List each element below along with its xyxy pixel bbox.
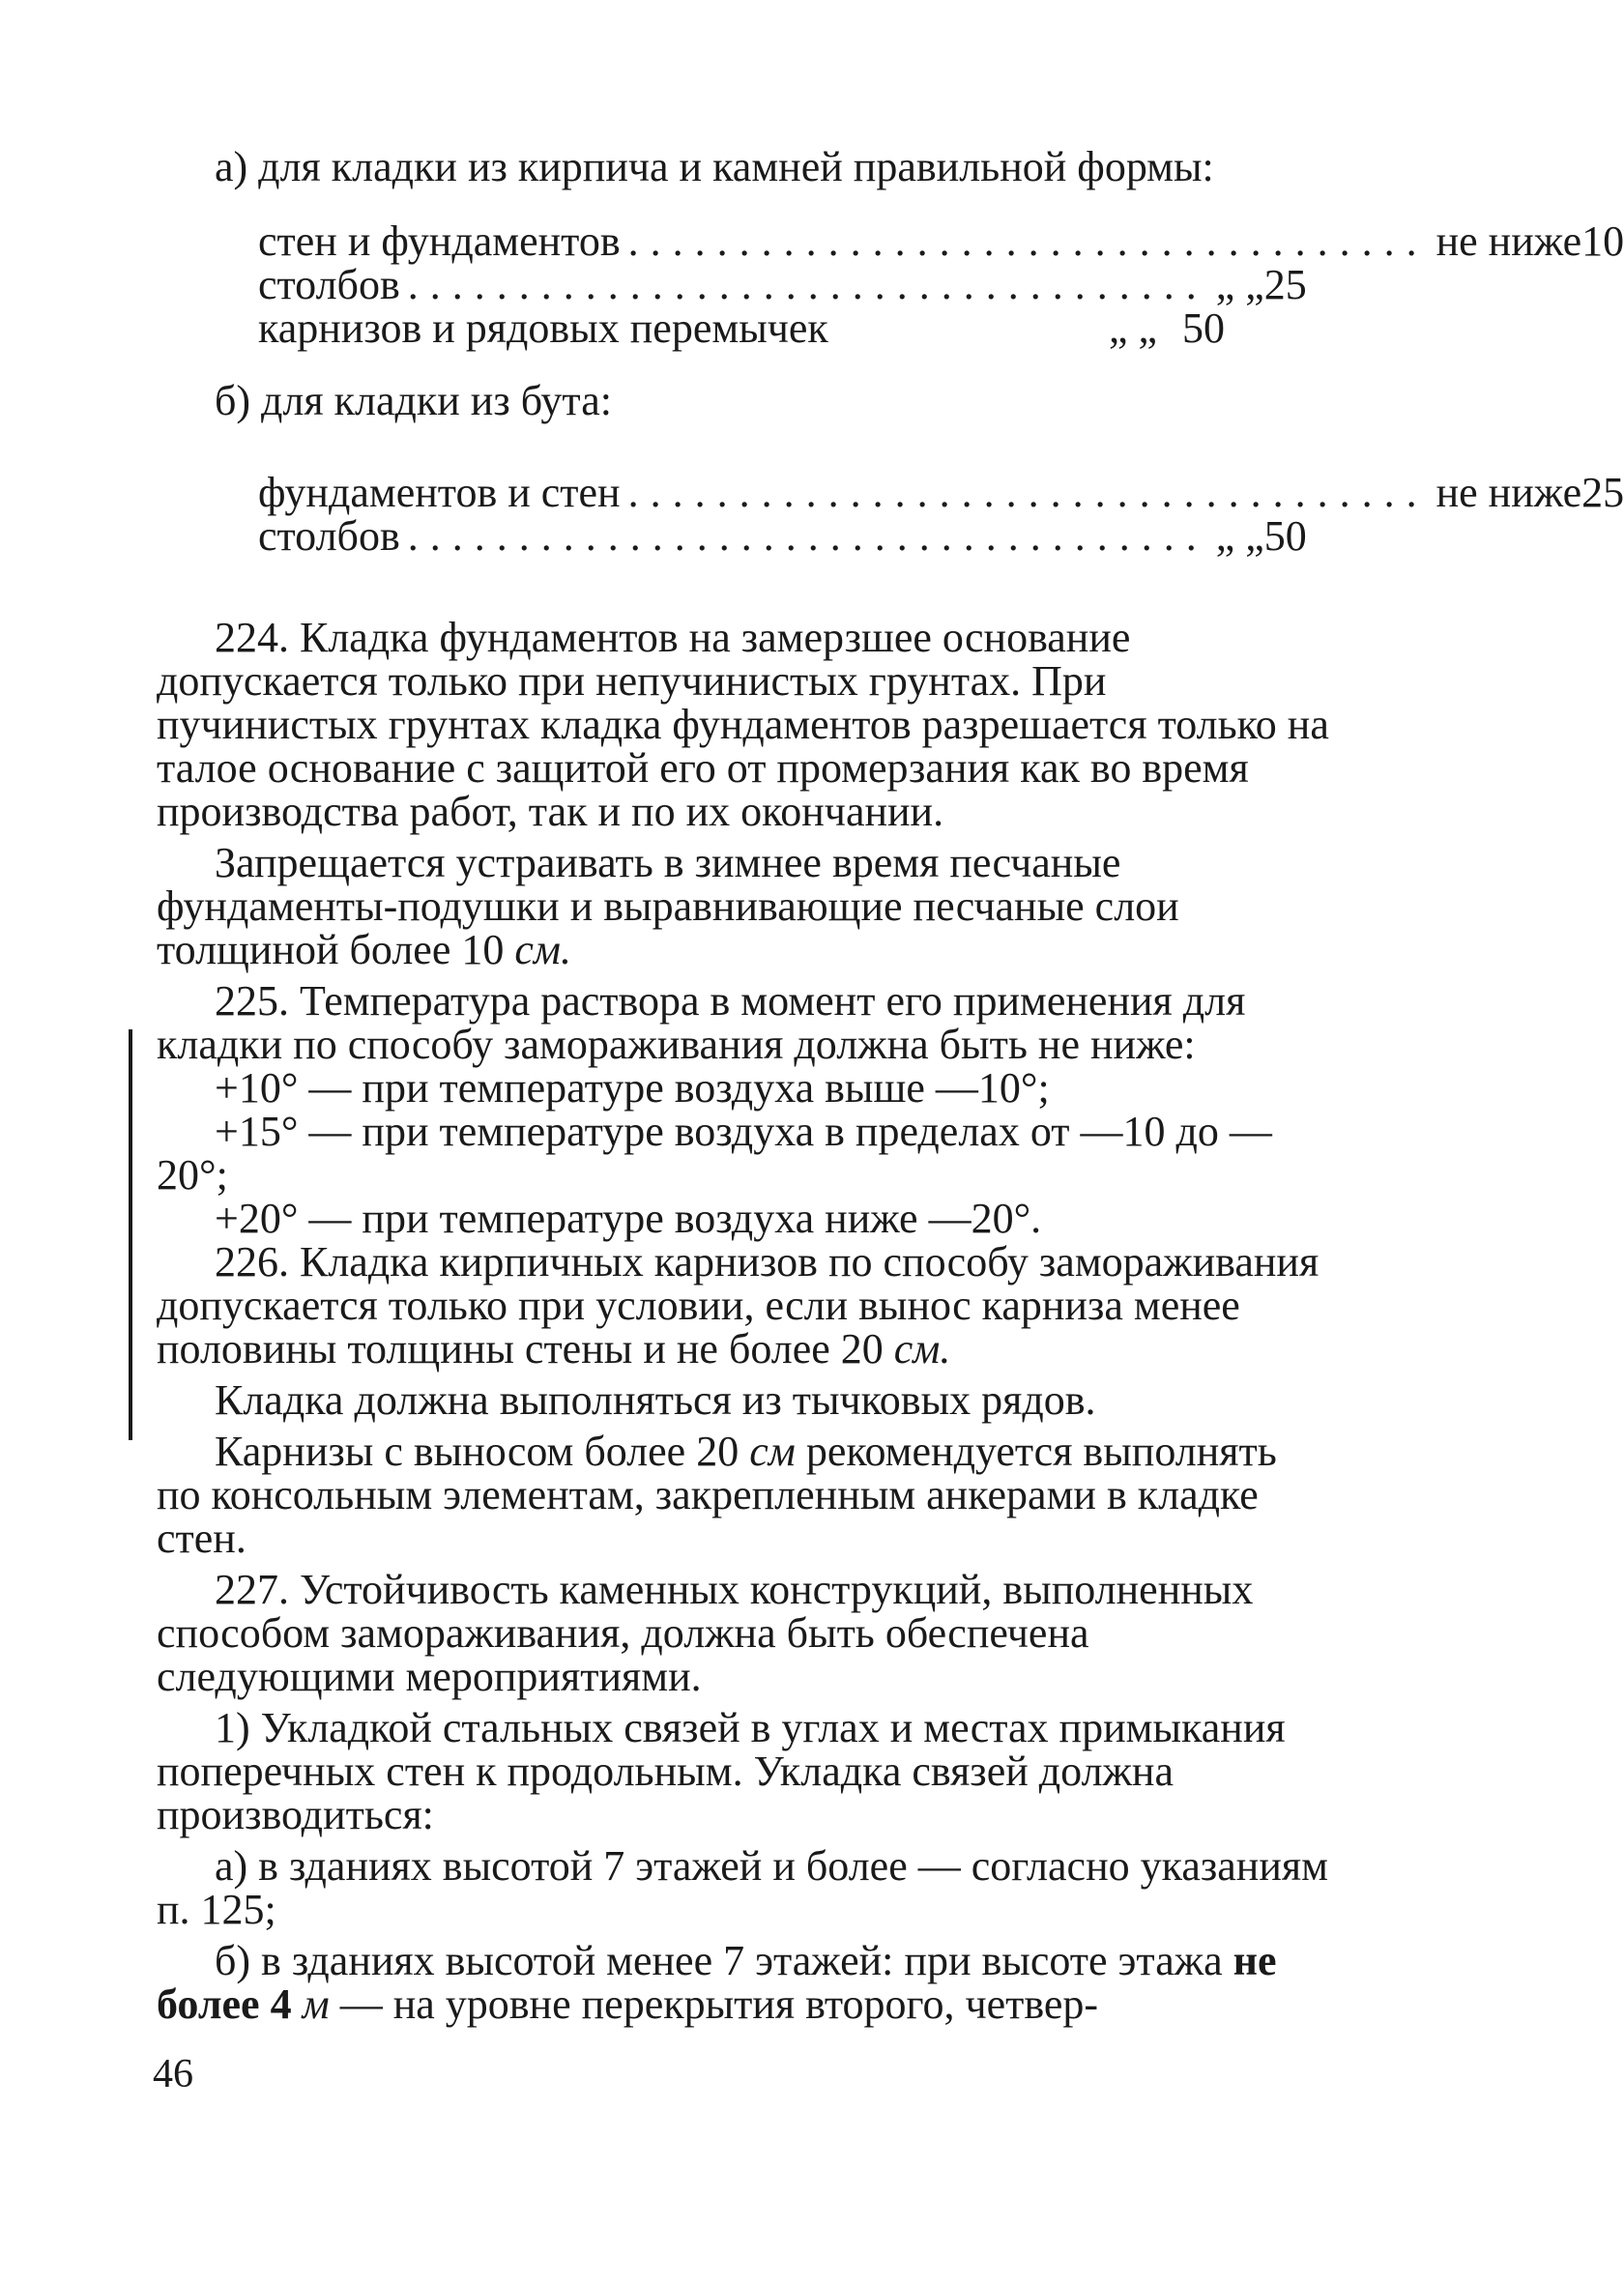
item-name: карнизов и рядовых перемычек — [258, 304, 828, 352]
temp-line: +20° — при температуре воздуха ниже —20°. — [215, 1195, 1042, 1242]
item-name: столбов — [258, 261, 400, 308]
item-name: столбов — [258, 512, 400, 560]
paragraph-text: рекомендуется выполнять по консольным элементам, закрепленным анкерами в кладке стен. — [157, 1428, 1277, 1562]
dot-leader: .................................... — [407, 512, 1208, 560]
paragraph-226 — [157, 1240, 1331, 1371]
item-condition: не ниже — [1436, 217, 1582, 265]
paragraph-text: 226. Кладка кирпичных карнизов по способу замораживания допускается только при условии, если вынос карниза менее половины толщины стены и не более 20 — [157, 1238, 1320, 1373]
paragraph-227-1: 1) Укладкой стальных связей в углах и местах примыкания поперечных стен к продольным. Укладка связей должна производиться: — [157, 1704, 1286, 1838]
paragraph-226-note: Кладка должна выполняться из тычковых рядов. — [215, 1376, 1096, 1424]
item-condition: „ „ — [1215, 261, 1264, 308]
unit-cm: см — [749, 1428, 796, 1475]
list-item — [258, 261, 1307, 308]
dot-leader: .................................... — [627, 469, 1429, 516]
page-number: 46 — [153, 2052, 193, 2096]
unit-m: м — [302, 1980, 330, 2028]
item-value: 10 — [1581, 217, 1624, 265]
paragraph-224-note — [157, 841, 1331, 971]
item-value: 50 — [1263, 512, 1307, 560]
paragraph-227-a: а) в зданиях высотой 7 этажей и более — согласно указаниям п. 125; — [157, 1842, 1328, 1933]
paragraph-226-cornices — [157, 1430, 1331, 1560]
paragraph-text: — на уровне перекрытия второго, четвер- — [339, 1980, 1099, 2028]
paragraph-227-b — [157, 1939, 1331, 2026]
item-value: 25 — [1581, 469, 1624, 516]
list-item — [258, 217, 1624, 265]
list-brick — [157, 217, 1624, 352]
temp-line: +10° — при температуре воздуха выше —10°; — [215, 1064, 1050, 1112]
item-name: фундаментов и стен — [258, 469, 621, 516]
item-condition: не ниже — [1436, 469, 1582, 516]
list-rubble — [157, 469, 1624, 560]
dot-leader: .................................... — [627, 217, 1429, 265]
list-item — [258, 512, 1307, 560]
paragraph-227: 227. Устойчивость каменных конструкций, выполненных способом замораживания, должна быть обеспечена следующими мероприятиями. — [157, 1566, 1254, 1700]
unit-cm: см. — [893, 1325, 951, 1373]
list-item — [258, 469, 1624, 516]
subheading-rubble: б) для кладки из бута: — [215, 377, 612, 424]
item-value: 50 — [1182, 304, 1225, 352]
margin-bar — [129, 1029, 132, 1440]
item-condition: „ „ — [1108, 304, 1157, 352]
item-value: 25 — [1263, 261, 1307, 308]
intro-paragraph: а) для кладки из кирпича и камней правильной формы: — [215, 143, 1214, 190]
paragraph-224: 224. Кладка фундаментов на замерзшее основание допускается только при непучинистых грунтах. При пучинистых грунтах кладка фундаментов разрешается только на талое основание с защитой его от промерзания как во время производства работ, так и по их окончании. — [157, 614, 1329, 835]
item-name: стен и фундаментов — [258, 217, 621, 265]
paragraph-text: б) в зданиях высотой менее 7 этажей: при высоте этажа — [215, 1937, 1223, 1984]
page-content — [157, 143, 1624, 2028]
paragraph-text: Карнизы с выносом более 20 — [215, 1428, 740, 1475]
bold-text: не более 4 — [157, 1937, 1277, 2028]
list-item — [258, 306, 1225, 350]
unit-cm: см. — [514, 926, 571, 973]
item-condition: „ „ — [1215, 512, 1264, 560]
dot-leader: .................................... — [407, 261, 1208, 308]
temp-line: +15° — при температуре воздуха в пределах от —10 до —20°; — [157, 1108, 1272, 1199]
paragraph-text: Запрещается устраивать в зимнее время песчаные фундаменты-подушки и выравнивающие песчаные слои толщиной более 10 — [157, 839, 1179, 973]
paragraph-225: 225. Температура раствора в момент его применения для кладки по способу замораживания должна быть не ниже: — [157, 977, 1246, 1068]
